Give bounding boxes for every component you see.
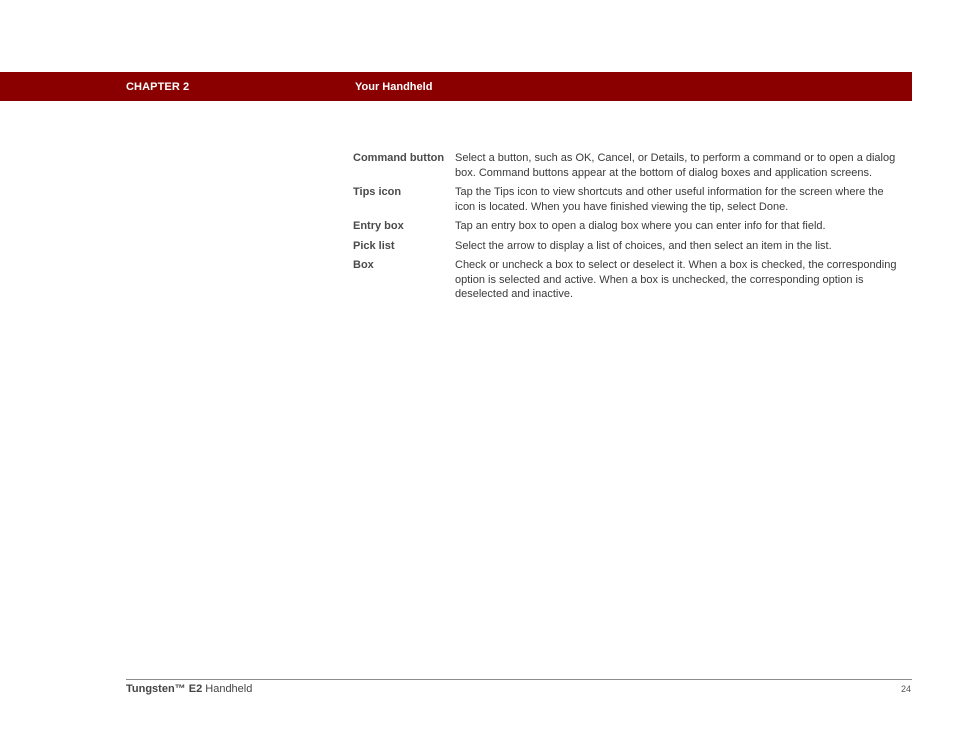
footer-product-bold: Tungsten™ E2 [126, 683, 203, 695]
term-label: Box [353, 259, 374, 271]
term-definition: Tap the Tips icon to view shortcuts and other useful information for the screen where the icon is located. When you have finished viewing the tip, select Done. [455, 186, 884, 213]
term-definition: Select the arrow to display a list of choices, and then select an item in the list. [455, 239, 832, 252]
term-row-tips-icon [353, 185, 898, 214]
footer-divider [126, 679, 912, 680]
footer-product-rest: Handheld [202, 683, 253, 695]
term-definition: Select a button, such as OK, Cancel, or Details, to perform a command or to open a dialog box. Command buttons appear at the bottom of dialog boxes and application screens. [455, 152, 896, 179]
term-label: Pick list [353, 239, 395, 252]
term-label: Tips icon [353, 186, 402, 198]
term-definition: Tap an entry box to open a dialog box where you can enter info for that field. [455, 220, 826, 232]
term-definition-list [353, 151, 898, 307]
term-label: Entry box [353, 220, 404, 232]
term-label: Command button [353, 152, 445, 164]
term-row-pick-list [353, 239, 898, 254]
term-row-entry-box [353, 219, 898, 234]
footer-product-name [126, 683, 252, 695]
term-definition: Check or uncheck a box to select or deselect it. When a box is checked, the corresponding option is selected and active. When a box is unchecked, the corresponding option is deselected and inactive. [455, 259, 897, 300]
term-row-command-button [353, 151, 898, 180]
chapter-label: CHAPTER 2 [126, 81, 190, 93]
term-row-box [353, 258, 898, 302]
chapter-title: Your Handheld [355, 81, 433, 93]
page-number: 24 [900, 684, 911, 694]
